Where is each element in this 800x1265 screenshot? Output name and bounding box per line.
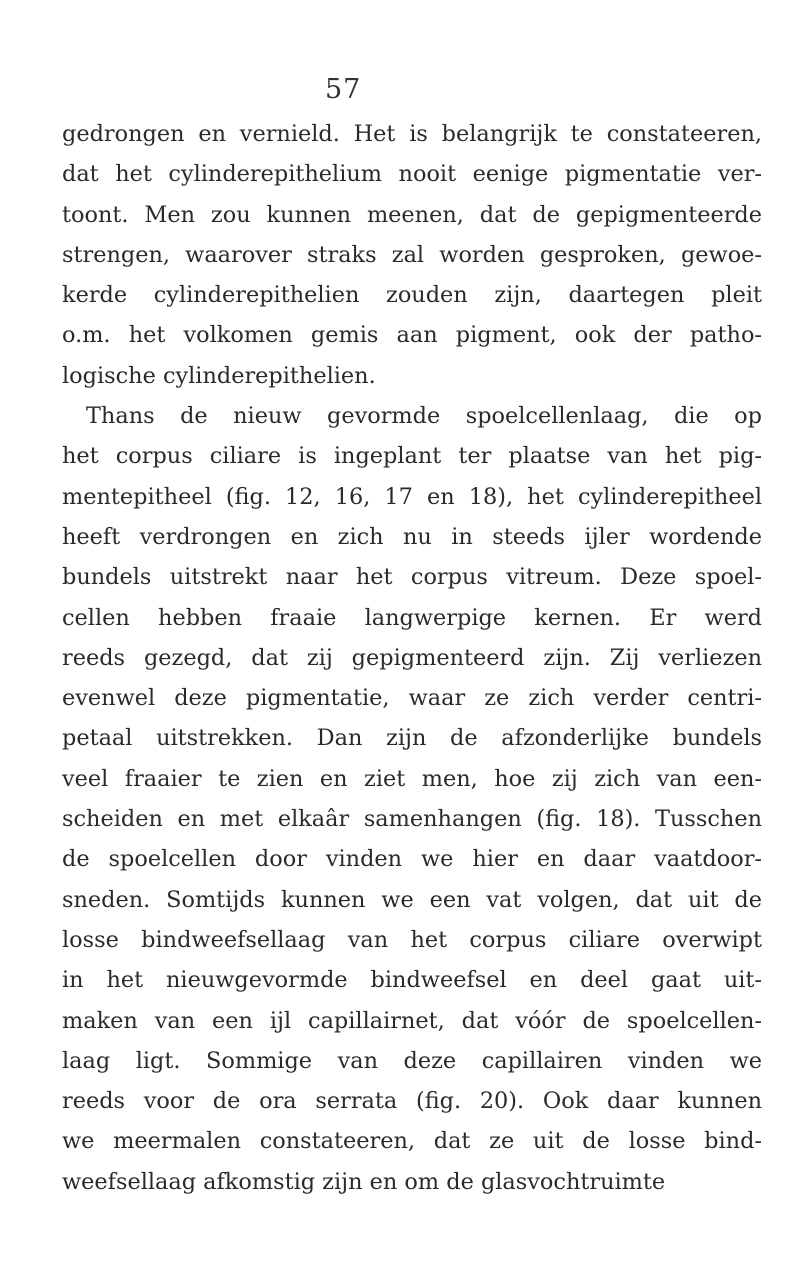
text-line: maken van een ijl capillairnet, dat vóór de spoelcellen- [62, 1007, 762, 1034]
text-line: reeds voor de ora serrata (fig. 20). Ook daar kunnen [62, 1088, 762, 1115]
text-line: het corpus ciliare is ingeplant ter plaatse van het pig- [62, 443, 762, 470]
text-line: petaal uitstrekken. Dan zijn de afzonderlijke bundels [62, 725, 762, 752]
text-line: mentepitheel (fig. 12, 16, 17 en 18), het cylinderepitheel [62, 483, 762, 510]
text-line: strengen, waarover straks zal worden gesproken, gewoe- [62, 241, 762, 268]
page-number: 57 [325, 74, 362, 105]
text-line: de spoelcellen door vinden we hier en daar vaatdoor- [62, 846, 762, 873]
text-line: weefsellaag afkomstig zijn en om de glasvochtruimte [62, 1168, 666, 1195]
text-line: dat het cylinderepithelium nooit eenige pigmentatie ver- [62, 161, 762, 188]
text-line: scheiden en met elkaâr samenhangen (fig. 18). Tusschen [62, 806, 762, 833]
text-line: losse bindweefsellaag van het corpus ciliare overwipt [62, 926, 762, 953]
body-text [62, 114, 762, 1202]
text-line: heeft verdrongen en zich nu in steeds ijler wordende [62, 523, 762, 550]
text-line: kerde cylinderepithelien zouden zijn, daartegen pleit [62, 282, 762, 309]
text-line: cellen hebben fraaie langwerpige kernen. Er werd [62, 604, 762, 631]
text-line: sneden. Somtijds kunnen we een vat volgen, dat uit de [62, 886, 762, 913]
text-line: in het nieuwgevormde bindweefsel en deel gaat uit- [62, 967, 762, 994]
text-line: reeds gezegd, dat zij gepigmenteerd zijn. Zij verliezen [62, 644, 762, 671]
text-line: veel fraaier te zien en ziet men, hoe zij zich van een- [62, 765, 762, 792]
text-line: gedrongen en vernield. Het is belangrijk te constateeren, [62, 121, 762, 147]
text-line: logische cylinderepithelien. [62, 362, 376, 389]
text-line: Thans de nieuw gevormde spoelcellenlaag, die op [86, 403, 762, 430]
text-line: we meermalen constateeren, dat ze uit de losse bind- [62, 1128, 762, 1155]
text-line: o.m. het volkomen gemis aan pigment, ook der patho- [62, 322, 762, 349]
text-line: toont. Men zou kunnen meenen, dat de gepigmenteerde [62, 201, 762, 228]
text-line: bundels uitstrekt naar het corpus vitreum. Deze spoel- [62, 564, 762, 591]
text-line: evenwel deze pigmentatie, waar ze zich verder centri- [62, 685, 762, 712]
text-line: laag ligt. Sommige van deze capillairen vinden we [62, 1047, 762, 1074]
